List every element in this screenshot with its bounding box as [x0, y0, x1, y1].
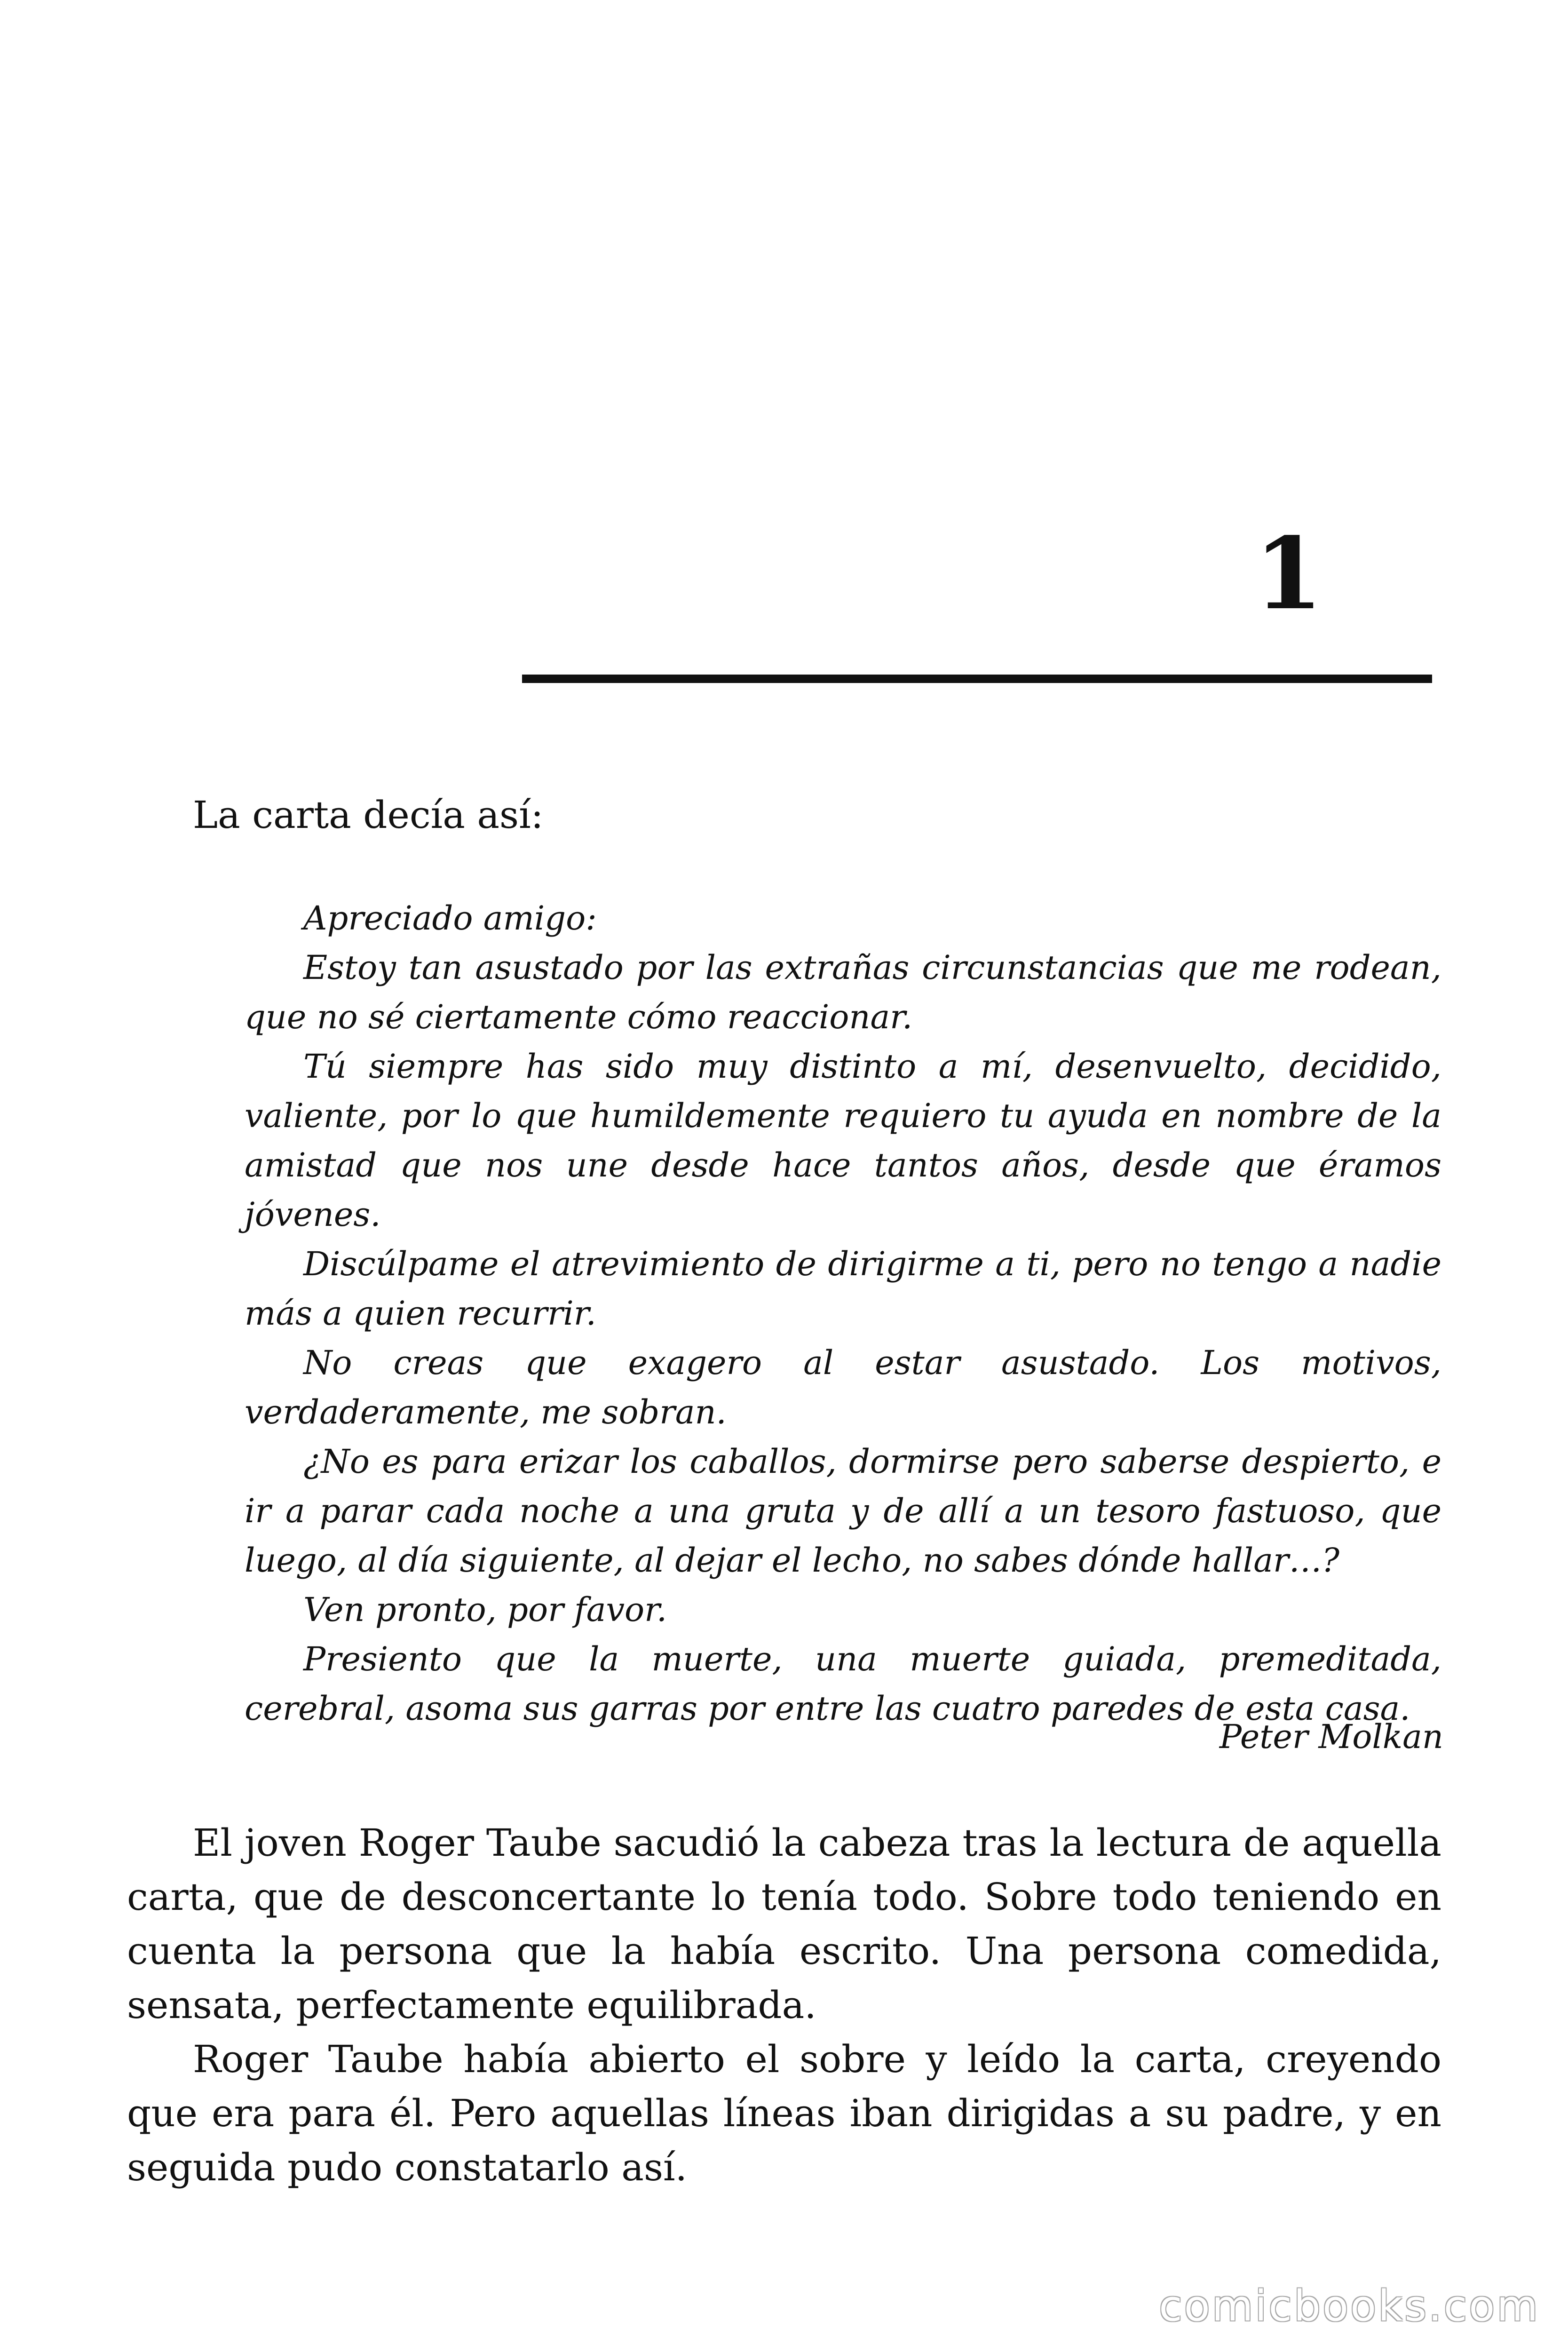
- chapter-rule: [522, 675, 1432, 683]
- narrative-paragraph: Roger Taube había abierto el sobre y leído la carta, creyendo que era para él. Pero aquellas líneas iban dirigidas a su padre, y en seguida pudo constatarlo así.: [127, 2037, 1441, 2189]
- letter-paragraph: No creas que exagero al estar asustado. Los motivos, verdaderamente, me sobran.: [245, 1343, 1441, 1431]
- letter-paragraph: Ven pronto, por favor.: [303, 1590, 667, 1629]
- letter-paragraph: Tú siempre has sido muy distinto a mí, desenvuelto, decidido, valiente, por lo que humildemente requiero tu ayuda en nombre de la amistad que nos une desde hace tantos años, desde que éramos jóvenes.: [245, 1047, 1441, 1234]
- chapter-number: 1: [1254, 516, 1323, 632]
- letter-paragraph: ¿No es para erizar los caballos, dormirse pero saberse despierto, e ir a parar cada noche a una gruta y de allí a un tesoro fastuoso, que luego, al día siguiente, al dejar el lecho, no sabes dónde hallar…?: [245, 1442, 1441, 1580]
- watermark-logo: comicbooks.com: [1159, 2281, 1540, 2331]
- letter-paragraph: Discúlpame el atrevimiento de dirigirme a ti, pero no tengo a nadie más a quien recurrir.: [245, 1245, 1441, 1333]
- letter-block: [245, 894, 1441, 1733]
- letter-signature: Peter Molkan: [1219, 1717, 1443, 1756]
- letter-paragraph: Presiento que la muerte, una muerte guiada, premeditada, cerebral, asoma sus garras por entre las cuatro paredes de esta casa.: [245, 1640, 1441, 1728]
- letter-paragraph: Estoy tan asustado por las extrañas circunstancias que me rodean, que no sé ciertamente cómo reaccionar.: [245, 948, 1441, 1036]
- letter-salutation: Apreciado amigo:: [303, 899, 597, 938]
- narrative-block: [127, 1816, 1441, 2194]
- narrative-paragraph: El joven Roger Taube sacudió la cabeza tras la lectura de aquella carta, que de desconcertante lo tenía todo. Sobre todo teniendo en cuenta la persona que la había escrito. Una persona comedida, sensata, perfectamente equilibrada.: [127, 1821, 1441, 2027]
- intro-line: La carta decía así:: [193, 793, 544, 837]
